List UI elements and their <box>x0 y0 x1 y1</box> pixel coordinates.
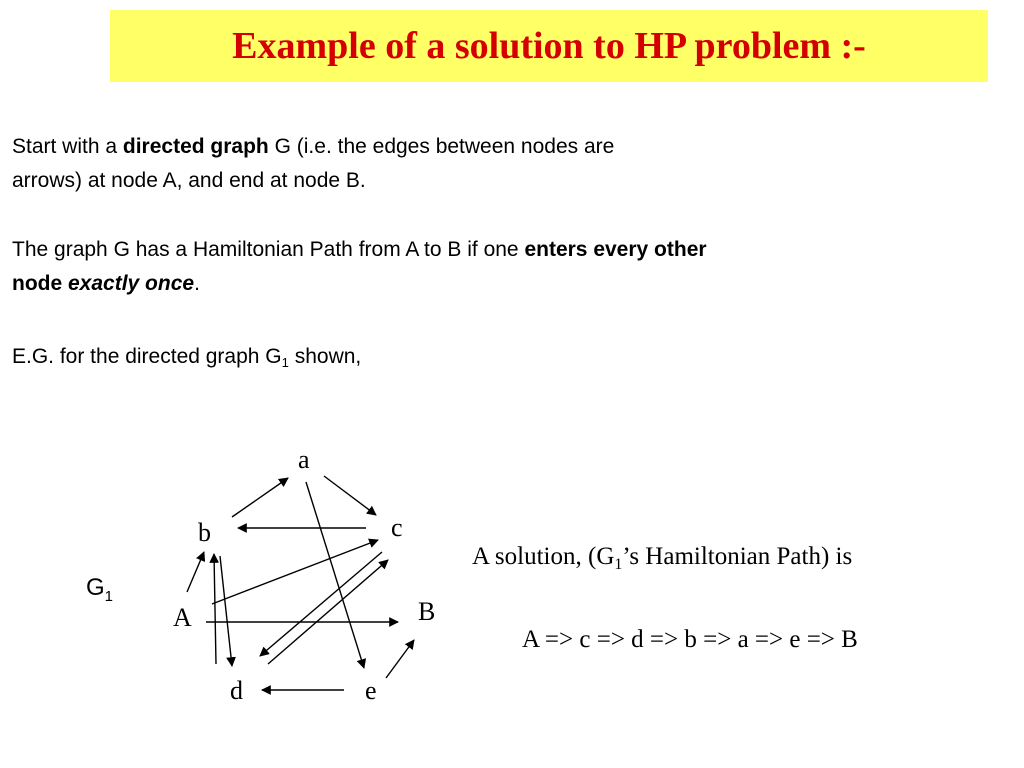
edge-A-to-b <box>187 552 204 592</box>
edge-d-to-b-2 <box>214 554 216 664</box>
solution-path: A => c => d => b => a => e => B <box>522 626 858 653</box>
hp-exactly-once: exactly once <box>68 272 195 295</box>
node-d: d <box>230 676 243 705</box>
node-b: b <box>198 518 211 547</box>
graph-label-g1 <box>86 574 114 605</box>
edge-a-to-c <box>324 476 376 515</box>
node-A: A <box>173 603 192 632</box>
graph-label-letter: G <box>86 574 105 601</box>
intro-text-a: Start with a <box>12 135 123 158</box>
slide-title: Example of a solution to HP problem :- <box>232 25 866 67</box>
edge-b-to-a <box>232 478 288 517</box>
edge-A-to-c <box>212 540 378 604</box>
intro-bold-term: directed graph <box>122 135 269 158</box>
hp-period: . <box>194 272 200 295</box>
edge-b-to-d-1 <box>220 556 232 666</box>
node-a: a <box>298 445 310 474</box>
graph-label-subscript: 1 <box>104 588 114 605</box>
hp-bold-a: enters every other <box>524 238 707 261</box>
node-c: c <box>391 513 403 542</box>
solution-label-subscript: 1 <box>614 556 623 573</box>
edge-e-to-B <box>386 640 414 678</box>
solution-label-a: A solution, (G <box>472 543 615 570</box>
example-text-b: shown, <box>288 345 362 368</box>
hp-text-a: The graph G has a Hamiltonian Path from A to B if one <box>12 238 525 261</box>
node-B: B <box>418 597 436 626</box>
solution-label-b: ’s Hamiltonian Path) is <box>622 543 853 570</box>
intro-text-b: G (i.e. the edges between nodes are <box>268 135 615 158</box>
example-subscript: 1 <box>281 355 289 370</box>
edge-c-to-d <box>260 552 382 656</box>
intro-line-2: arrows) at node A, and end at node B. <box>12 169 366 192</box>
node-e: e <box>365 676 377 705</box>
example-text-a: E.G. for the directed graph G <box>12 345 282 368</box>
hp-bold-b: node <box>12 272 68 295</box>
solution-label <box>472 543 852 571</box>
